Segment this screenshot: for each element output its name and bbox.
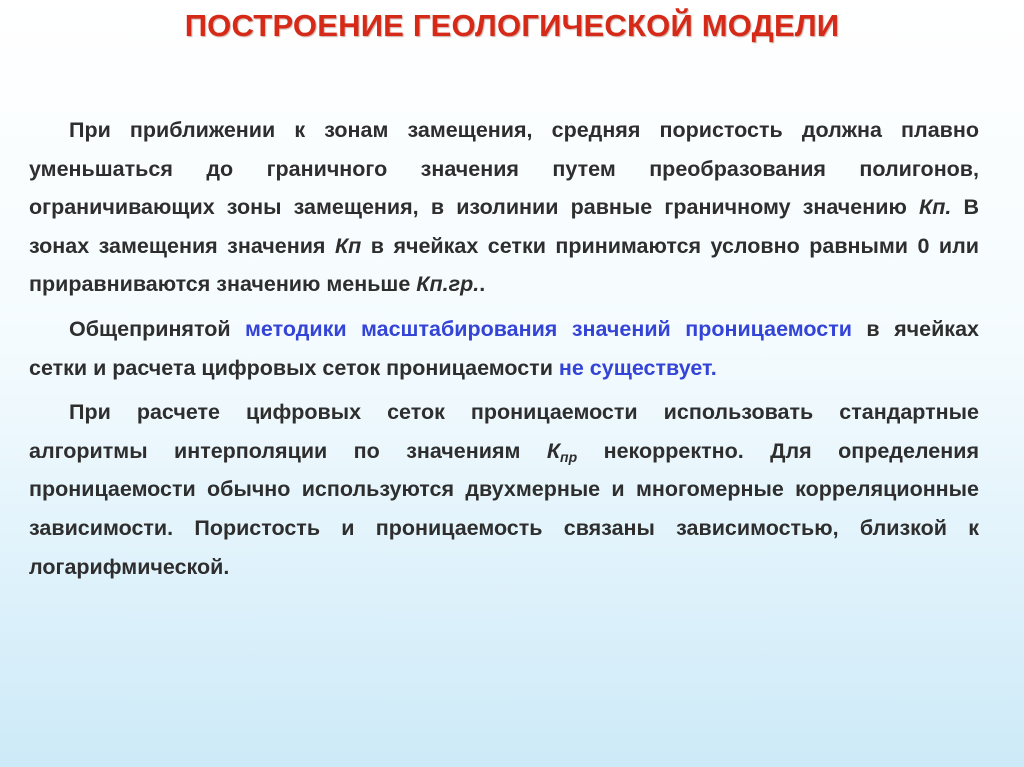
slide-body — [29, 111, 979, 586]
p2-highlight-not-exist: не существует. — [558, 355, 717, 380]
p3-k-subscript: пр — [560, 448, 578, 465]
p3-text-2: некорректно. Для определения проницаемости обычно используются двухмерные и многомерные корреляционные зависимости. Пористость и проницаемость связаны зависимостью, близкой к логарифмической. — [29, 438, 979, 579]
paragraph-scaling-method — [29, 310, 979, 387]
p3-text-1: При расчете цифровых сеток проницаемости использовать стандартные алгоритмы интерполяции по значениям — [29, 400, 979, 463]
p2-highlight-method: методики масштабирования значений проницаемости — [245, 316, 852, 341]
p2-text-2: в ячейках сетки и расчета цифровых сеток проницаемости — [29, 316, 979, 380]
p1-text-3: в ячейках сетки принимаются условно равными 0 или приравниваются значению меньше — [29, 233, 979, 297]
p2-text-1: Общепринятой — [69, 316, 246, 341]
paragraph-permeability-grids — [29, 393, 979, 586]
paragraph-porosity — [29, 111, 979, 304]
p1-text-1: При приближении к зонам замещения, средняя пористость должна плавно уменьшаться до граничного значения путем преобразования полигонов, ограничивающих зоны замещения, в изолинии равные граничному значению — [29, 118, 979, 220]
p1-text-4: . — [479, 272, 486, 297]
p1-kpgr-term: Кп.гр. — [416, 272, 480, 297]
p1-kp-term-2: Кп — [334, 233, 362, 258]
slide-title: ПОСТРОЕНИЕ ГЕОЛОГИЧЕСКОЙ МОДЕЛИ — [184, 8, 840, 43]
p1-kp-term-1: Кп. — [918, 195, 952, 220]
p3-k-term: К — [546, 438, 561, 463]
p1-text-2: В зонах замещения значения — [29, 195, 980, 258]
